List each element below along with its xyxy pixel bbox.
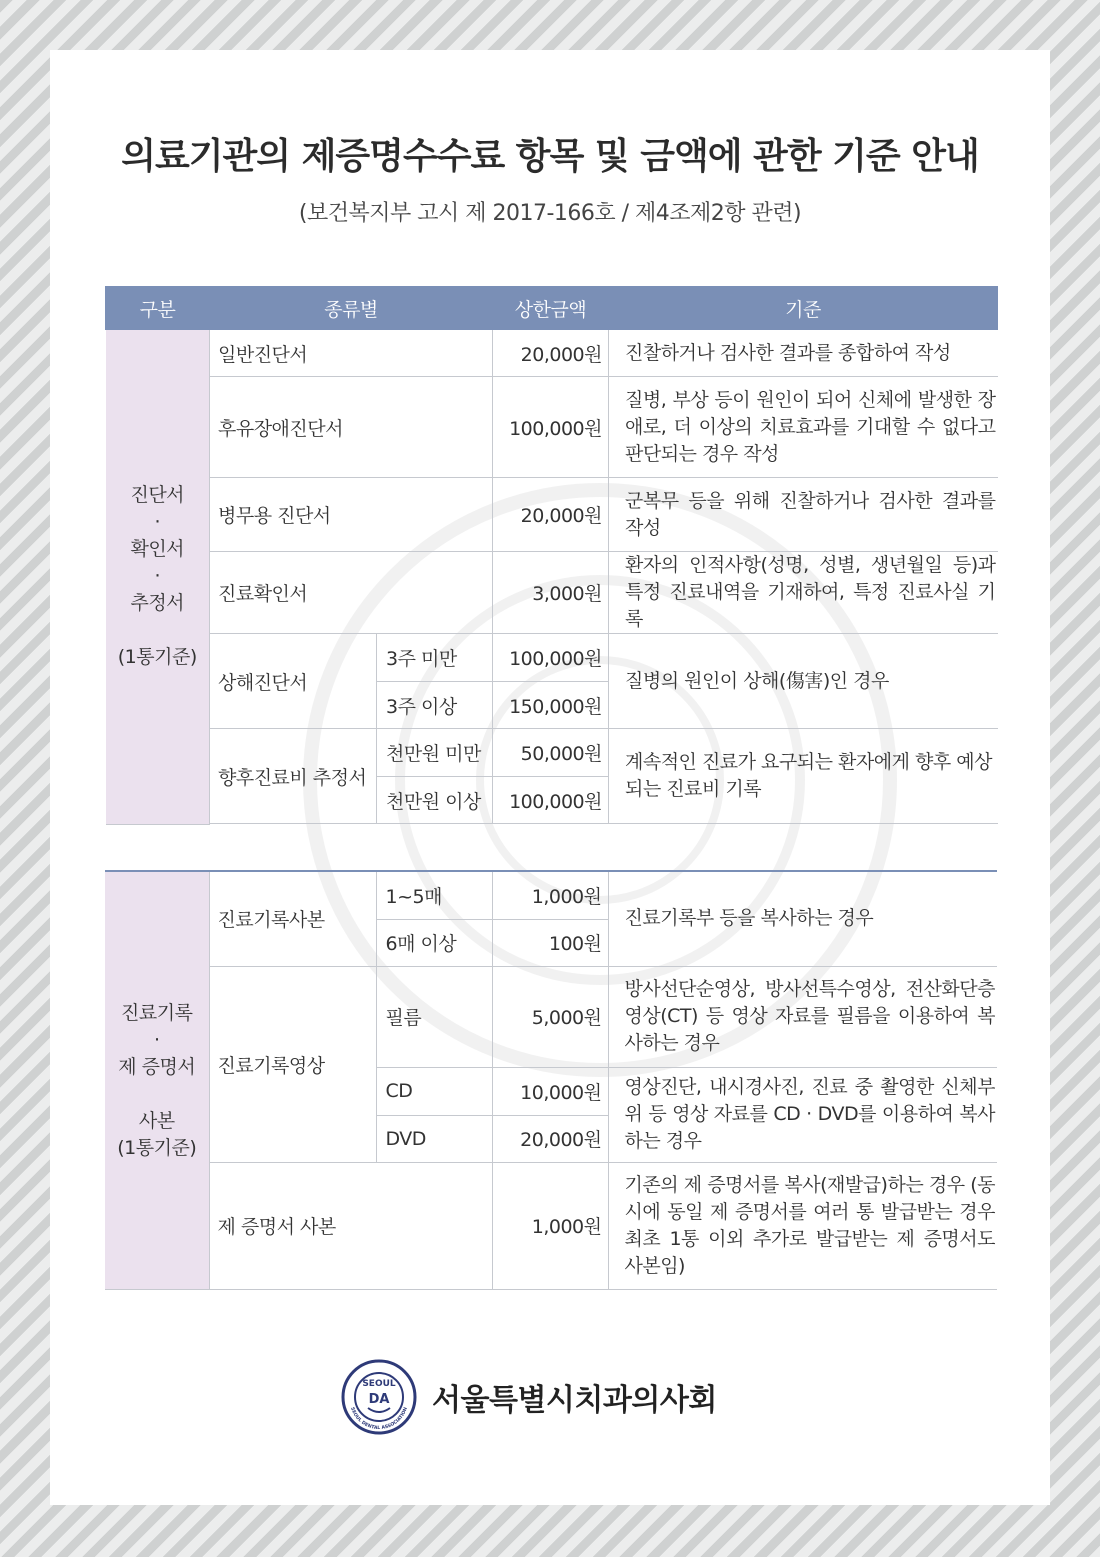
logo-top-text: SEOUL [362,1379,396,1389]
category-line: 확인서 [130,538,185,561]
category-line: · [154,511,161,534]
header-criteria: 기준 [609,287,998,330]
item-amount: 1,000원 [492,1162,608,1289]
item-amount: 20,000원 [493,478,609,552]
item-criteria: 질병, 부상 등이 원인이 되어 신체에 발생한 장애로, 더 이상의 치료효과를 기대할 수 없다고 판단되는 경우 작성 [609,377,998,478]
category-line: 진료기록 [121,1001,193,1024]
item-subtype: 천만원 이상 [377,777,493,824]
category-line: 제 증명서 [118,1055,196,1078]
fee-table-record-copies [105,870,997,1290]
table-row [105,1162,997,1289]
item-criteria: 환자의 인적사항(성명, 성별, 생년월일 등)과 특정 진료내역을 기재하여, 특정 진료사실 기록 [609,552,998,634]
table-row [106,729,998,777]
fee-table-certificates [105,286,998,825]
item-subtype: CD [376,1067,492,1115]
notice-sheet [50,50,1050,1505]
item-criteria: 질병의 원인이 상해(傷害)인 경우 [609,634,998,729]
category-line: · [154,565,161,588]
item-criteria: 군복무 등을 위해 진찰하거나 검사한 결과를 작성 [609,478,998,552]
header-type: 종류별 [210,287,493,330]
item-amount: 100,000원 [493,377,609,478]
item-criteria: 영상진단, 내시경사진, 진료 중 촬영한 신체부위 등 영상 자료를 CD · DVD를 이용하여 복사하는 경우 [608,1067,997,1162]
table-row [106,634,998,682]
item-amount: 50,000원 [493,729,609,777]
item-name: 진료기록사본 [209,871,376,966]
category-line: (1통기준) [117,1136,197,1159]
category-line: · [153,1028,160,1051]
page-subtitle: (보건복지부 고시 제 2017-166호 / 제4조제2항 관련) [298,201,802,226]
item-name: 제 증명서 사본 [209,1162,492,1289]
item-criteria: 진찰하거나 검사한 결과를 종합하여 작성 [609,330,998,377]
category-line: 사본 [138,1109,175,1132]
item-subtype: 6매 이상 [376,919,492,966]
item-name: 상해진단서 [210,634,377,729]
logo-ring-text: SEOUL DENTAL ASSOCIATION [349,1406,409,1432]
item-criteria: 기존의 제 증명서를 복사(재발급)하는 경우 (동시에 동일 제 증명서를 여러 통 발급받는 경우 최초 1통 이외 추가로 발급받는 제 증명서도 사본임) [608,1162,997,1289]
item-subtype: 필름 [376,966,492,1067]
page-title: 의료기관의 제증명수수료 항목 및 금액에 관한 기준 안내 [121,136,979,177]
table-row [105,871,997,919]
category-cell [105,871,209,1290]
item-amount: 100,000원 [493,777,609,824]
header-amount: 상한금액 [493,287,609,330]
item-subtype: 3주 미만 [377,634,493,682]
organization-name: 서울특별시치과의사회 [432,1383,717,1418]
table-row [106,377,998,478]
item-amount: 150,000원 [493,682,609,729]
item-subtype: 3주 이상 [377,682,493,729]
item-subtype: 1~5매 [376,871,492,919]
table-row [106,552,998,634]
table-row [105,966,997,1067]
item-amount: 3,000원 [493,552,609,634]
logo-mid-text: DA [368,1392,390,1407]
item-amount: 5,000원 [492,966,608,1067]
item-name: 진료기록영상 [209,966,376,1162]
item-amount: 100원 [492,919,608,966]
item-amount: 20,000원 [492,1115,608,1162]
category-line: 추정서 [130,592,185,615]
table-row [106,330,998,377]
item-name: 향후진료비 추정서 [210,729,377,824]
item-name: 일반진단서 [210,330,493,377]
table-header-row [106,287,998,330]
item-subtype: 천만원 미만 [377,729,493,777]
item-name: 진료확인서 [210,552,493,634]
header-category: 구분 [106,287,210,330]
item-name: 병무용 진단서 [210,478,493,552]
item-amount: 10,000원 [492,1067,608,1115]
item-amount: 20,000원 [493,330,609,377]
item-criteria: 방사선단순영상, 방사선특수영상, 전산화단층영상(CT) 등 영상 자료를 필름을 이용하여 복사하는 경우 [608,966,997,1067]
item-criteria: 계속적인 진료가 요구되는 환자에게 향후 예상되는 진료비 기록 [609,729,998,824]
item-name: 후유장애진단서 [210,377,493,478]
item-amount: 100,000원 [493,634,609,682]
association-logo-icon [340,1358,418,1436]
table-row [106,478,998,552]
category-line: (1통기준) [117,646,197,669]
item-criteria: 진료기록부 등을 복사하는 경우 [608,871,997,966]
category-line: 진단서 [130,484,185,507]
item-subtype: DVD [376,1115,492,1162]
footer [340,1362,717,1432]
category-cell [106,330,210,825]
item-amount: 1,000원 [492,871,608,919]
